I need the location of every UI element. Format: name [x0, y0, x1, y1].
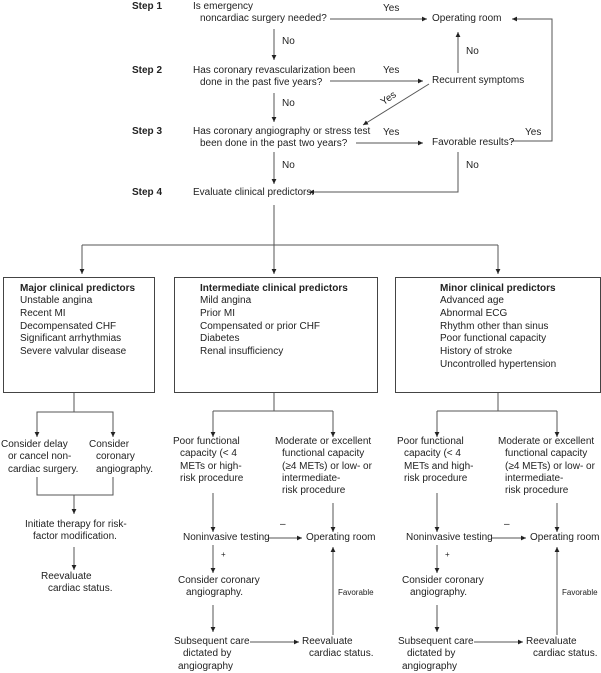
reevaluate-cardiac-status: Reevaluate cardiac status. — [302, 636, 374, 660]
list-item: Uncontrolled hypertension — [440, 358, 557, 370]
list-item: Advanced age — [440, 295, 504, 306]
step-4-label: Step 4 — [132, 187, 163, 198]
list-item: Significant arrhythmias — [20, 333, 122, 345]
reevaluate-cardiac-status: Reevaluate cardiac status. — [526, 636, 598, 660]
list-item: Severe valvular disease — [20, 346, 127, 358]
box-title: Intermediate clinical predictors — [200, 283, 348, 294]
step-2-label: Step 2 — [132, 65, 163, 76]
noninvasive-testing: Noninvasive testing — [183, 532, 270, 543]
evaluate-clinical-predictors: Evaluate clinical predictors. — [193, 187, 315, 198]
favorable-results: Favorable results? — [432, 137, 515, 148]
list-item: Decompensated CHF — [20, 320, 117, 332]
favorable-label: Favorable — [562, 588, 598, 597]
no-label: No — [282, 160, 295, 171]
favorable-label: Favorable — [338, 588, 374, 597]
no-label: No — [466, 160, 479, 171]
list-item: Abnormal ECG — [440, 307, 508, 319]
step-1-label: Step 1 — [132, 1, 163, 12]
positive-label: + — [221, 550, 226, 559]
yes-label: Yes — [378, 89, 399, 108]
subsequent-care: Subsequent care dictated by angiography — [174, 636, 250, 672]
noninvasive-testing: Noninvasive testing — [406, 532, 493, 543]
step-3-label: Step 3 — [132, 126, 163, 137]
major-predictors-box — [3, 277, 155, 393]
question-angiography: Has coronary angiography or stress test been done in the past two years? — [193, 126, 371, 150]
positive-label: + — [445, 550, 450, 559]
consider-angiography: Consider coronary angiography. — [89, 439, 154, 475]
poor-functional-capacity: Poor functional capacity (< 4 METs or high- risk procedure — [173, 436, 244, 484]
yes-label: Yes — [383, 65, 400, 76]
consider-coronary-angiography: Consider coronary angiography. — [178, 575, 260, 599]
box-title: Major clinical predictors — [20, 283, 136, 294]
list-item: Recent MI — [20, 307, 66, 319]
list-item: Diabetes — [200, 333, 240, 345]
minor-predictors-box — [395, 277, 601, 393]
no-label: No — [282, 98, 295, 109]
initiate-therapy: Initiate therapy for risk- factor modification. — [25, 519, 127, 543]
negative-label: – — [280, 519, 286, 530]
list-item: History of stroke — [440, 346, 513, 358]
yes-label: Yes — [525, 127, 542, 138]
no-label: No — [466, 46, 479, 57]
question-revascularization: Has coronary revascularization been done in the past five years? — [193, 65, 356, 89]
list-item: Unstable angina — [20, 295, 93, 306]
consider-coronary-angiography: Consider coronary angiography. — [402, 575, 484, 599]
yes-label: Yes — [383, 127, 400, 138]
recurrent-symptoms: Recurrent symptoms — [432, 75, 525, 86]
question-emergency-surgery: Is emergency noncardiac surgery needed? — [193, 1, 327, 25]
moderate-functional-capacity: Moderate or excellent functional capacity (≥4 METs) or low- or intermediate- risk procedure — [498, 436, 595, 497]
intermediate-predictors-box — [174, 277, 378, 393]
yes-label: Yes — [383, 3, 400, 14]
reevaluate-cardiac-status: Reevaluate cardiac status. — [41, 571, 113, 595]
list-item: Rhythm other than sinus — [440, 320, 549, 332]
list-item: Poor functional capacity — [440, 333, 547, 345]
list-item: Compensated or prior CHF — [200, 320, 321, 332]
operating-room: Operating room — [306, 532, 376, 543]
list-item: Mild angina — [200, 295, 252, 306]
list-item: Prior MI — [200, 307, 235, 319]
poor-functional-capacity: Poor functional capacity (< 4 METs and high- risk procedure — [397, 436, 474, 484]
operating-room: Operating room — [432, 13, 502, 24]
moderate-functional-capacity: Moderate or excellent functional capacity (≥4 METs) or low- or intermediate- risk procedure — [275, 436, 372, 497]
subsequent-care: Subsequent care dictated by angiography — [398, 636, 474, 672]
box-title: Minor clinical predictors — [440, 283, 556, 294]
list-item: Renal insufficiency — [200, 346, 284, 358]
no-label: No — [282, 36, 295, 47]
operating-room: Operating room — [530, 532, 600, 543]
consider-delay: Consider delay or cancel non- cardiac surgery. — [1, 439, 79, 475]
negative-label: – — [504, 519, 510, 530]
